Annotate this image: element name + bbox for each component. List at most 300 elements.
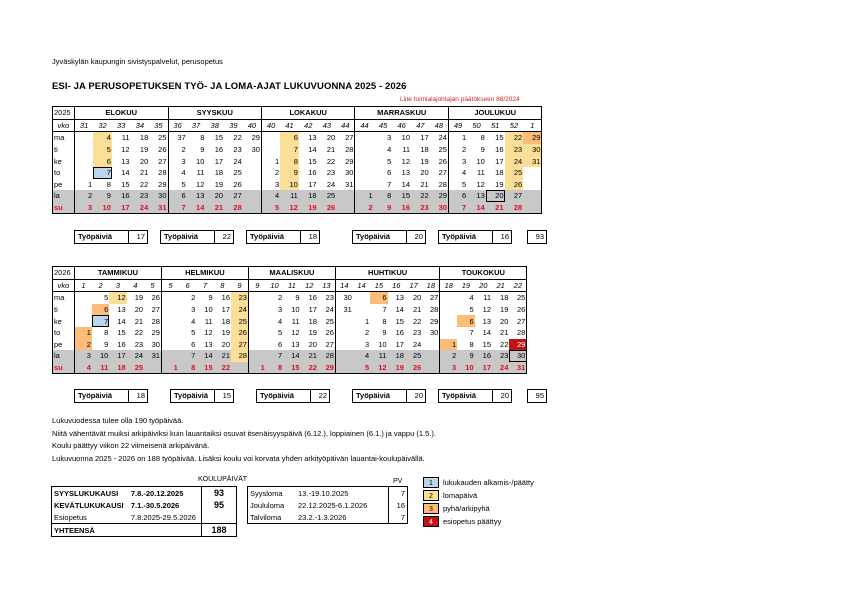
calendar-day: 6 — [457, 315, 474, 327]
calendar-day: 19 — [500, 305, 509, 315]
month-name: LOKAKUU — [261, 107, 354, 120]
calendar-day: 6 — [93, 155, 112, 167]
week-number: 4 — [127, 279, 144, 292]
calendar-day: 31 — [345, 179, 354, 189]
calendar-day — [440, 327, 457, 339]
calendar-day: 21 — [486, 202, 505, 214]
calendar-day: 18 — [109, 362, 126, 374]
calendar-day — [161, 304, 178, 316]
calendar-day: 11 — [121, 133, 130, 143]
legend-item — [423, 515, 534, 528]
calendar-day — [440, 304, 457, 316]
calendar-day: 9 — [374, 202, 393, 214]
calendar-day: 23 — [411, 202, 430, 214]
calendar-day — [355, 179, 374, 191]
calendar-day — [161, 339, 178, 351]
calendar-day — [523, 179, 542, 191]
calendar-day: 29 — [523, 132, 542, 144]
legend-item — [423, 502, 534, 515]
calendar-day — [243, 190, 262, 202]
calendar-day: 7 — [382, 305, 387, 315]
summary-value — [202, 511, 237, 524]
calendar-day: 14 — [308, 145, 317, 155]
summary-value: 95 — [202, 499, 237, 511]
calendar-day: 20 — [486, 190, 505, 202]
legend-text: lukukauden alkamis-/päätty — [443, 478, 534, 487]
week-number: 17 — [405, 279, 422, 292]
calendar-day: 8 — [104, 328, 109, 338]
calendar-day: 21 — [134, 316, 144, 326]
weekday-label: pe — [53, 179, 75, 191]
calendar-day: 17 — [495, 156, 504, 166]
calendar-day: 24 — [505, 155, 524, 167]
calendar-day — [261, 132, 280, 144]
calendar-day: 2 — [440, 350, 457, 362]
calendar-day: 20 — [420, 168, 429, 178]
week-number: 49 — [448, 119, 467, 132]
calendar-day: 21 — [420, 179, 429, 189]
calendar-day: 25 — [505, 167, 524, 179]
calendar-day — [248, 327, 265, 339]
calendar-day: 19 — [221, 328, 231, 338]
calendar-day: 14 — [482, 328, 491, 338]
calendar-day: 29 — [318, 362, 335, 374]
calendar-day: 15 — [121, 179, 130, 189]
calendar-day: 16 — [475, 350, 492, 362]
workdays-label: Työpäiviä — [353, 390, 407, 402]
calendar-day: 16 — [117, 339, 126, 349]
calendar-day: 3 — [387, 133, 392, 143]
week-number: 16 — [388, 279, 405, 292]
calendar-day: 19 — [420, 156, 429, 166]
week-number: 9 — [231, 279, 248, 292]
calendar-day: 29 — [151, 328, 160, 338]
decision-note: Liite toimialajohtajan päätökseen 88/2024 — [400, 96, 520, 103]
calendar-day: 25 — [405, 350, 422, 362]
calendar-day: 14 — [187, 202, 206, 214]
calendar-day: 31 — [509, 362, 526, 374]
calendar-day: 23 — [413, 328, 422, 338]
week-number: 33 — [112, 119, 131, 132]
calendar-day: 16 — [495, 145, 504, 155]
week-number: 15 — [370, 279, 387, 292]
week-number: 20 — [475, 279, 492, 292]
workdays-box — [246, 230, 320, 244]
calendar-day: 25 — [509, 292, 526, 304]
week-number: 5 — [144, 279, 161, 292]
summary-range — [129, 524, 202, 537]
calendar-day: 5 — [261, 202, 280, 214]
calendar-day: 16 — [395, 328, 404, 338]
week-number: 22 — [509, 279, 526, 292]
calendar-day — [335, 339, 352, 351]
workdays-value: 22 — [222, 232, 231, 241]
calendar-day: 2 — [261, 167, 280, 179]
calendar-day: 2 — [355, 202, 374, 214]
calendar-day: 4 — [191, 316, 196, 326]
calendar-day: 7 — [168, 202, 187, 214]
calendar-day: 11 — [477, 168, 485, 178]
week-number: 50 — [467, 119, 486, 132]
calendar-day: 7 — [179, 350, 196, 362]
calendar-day — [75, 304, 92, 316]
calendar-day — [353, 304, 370, 316]
workdays-label: Työpäiviä — [247, 231, 301, 243]
week-number-row — [53, 279, 527, 292]
calendar-day: 16 — [308, 293, 317, 303]
calendar-day: 17 — [109, 350, 126, 362]
calendar-day: 21 — [500, 328, 509, 338]
calendar-day: 17 — [475, 362, 492, 374]
calendar-day: 8 — [179, 362, 196, 374]
weekday-label: ti — [53, 304, 75, 316]
calendar-day: 17 — [221, 305, 231, 315]
month-name: MAALISKUU — [248, 267, 335, 280]
workdays-value: 15 — [222, 391, 231, 400]
calendar-day: 29 — [158, 179, 167, 189]
calendar-day: 28 — [318, 350, 335, 362]
week-number: 1 — [75, 279, 92, 292]
week-number: 3 — [109, 279, 126, 292]
calendar-day: 5 — [278, 328, 283, 338]
calendar-day: 13 — [308, 133, 317, 143]
workdays-value: 20 — [500, 391, 509, 400]
workdays-box — [352, 230, 426, 244]
week-number: 37 — [187, 119, 206, 132]
holiday-pv: 7 — [389, 487, 408, 500]
summary-range: 7.8.-20.12.2025 — [130, 488, 184, 498]
calendar-day: 9 — [93, 190, 112, 202]
calendar-day: 12 — [109, 292, 126, 304]
week-number: 46 — [392, 119, 411, 132]
calendar-day: 27 — [151, 305, 160, 315]
week-number-row — [53, 119, 542, 132]
spring-calendar — [52, 266, 527, 374]
calendar-day: 8 — [200, 133, 205, 143]
workdays-label: Työpäiviä — [439, 231, 493, 243]
workdays-box — [160, 230, 234, 244]
workdays-box — [170, 389, 234, 403]
calendar-day: 30 — [429, 328, 439, 338]
pv-header: PV — [393, 478, 403, 485]
calendar-day: 7 — [280, 144, 299, 156]
calendar-day — [523, 190, 542, 202]
calendar-day: 11 — [370, 350, 387, 362]
calendar-day: 27 — [438, 168, 447, 178]
calendar-day: 5 — [448, 179, 467, 191]
calendar-day: 24 — [438, 133, 447, 143]
calendar-day: 1 — [248, 362, 265, 374]
calendar-day — [261, 144, 280, 156]
calendar-day — [422, 362, 439, 374]
legend-text: pyhä/arkipyhä — [443, 504, 490, 513]
calendar-day: 15 — [482, 339, 491, 349]
calendar-day: 22 — [413, 316, 422, 326]
calendar-day — [355, 167, 374, 179]
week-number: 39 — [224, 119, 243, 132]
calendar-day: 23 — [492, 350, 509, 362]
workdays-box — [438, 230, 512, 244]
calendar-day: 6 — [168, 190, 187, 202]
holiday-row — [248, 499, 408, 511]
day-row-pe — [53, 179, 542, 191]
workdays-box — [352, 389, 426, 403]
calendar-day: 23 — [326, 168, 336, 178]
week-number: 45 — [374, 119, 393, 132]
calendar-day: 23 — [233, 145, 242, 155]
calendar-day: 1 — [75, 179, 94, 191]
calendar-day: 24 — [492, 362, 509, 374]
calendar-day: 12 — [196, 179, 205, 189]
calendar-day: 28 — [509, 327, 526, 339]
koulupaivat-header: KOULUPÄIVÄT — [198, 476, 248, 483]
calendar-day: 9 — [480, 145, 485, 155]
calendar-day: 7 — [92, 315, 109, 327]
calendar-day: 16 — [392, 202, 411, 214]
week-number: 44 — [355, 119, 374, 132]
week-number: 14 — [335, 279, 352, 292]
calendar-day: 8 — [480, 133, 485, 143]
day-row-ti — [53, 304, 527, 316]
month-name: MARRASKUU — [355, 107, 449, 120]
calendar-day: 30 — [523, 144, 542, 156]
calendar-day: 4 — [387, 145, 392, 155]
calendar-day: 25 — [158, 133, 167, 143]
week-number: 13 — [318, 279, 335, 292]
calendar-day: 12 — [280, 202, 299, 214]
calendar-day: 18 — [388, 350, 405, 362]
week-number: 34 — [131, 119, 150, 132]
weekday-label: ke — [53, 315, 75, 327]
calendar-day: 22 — [500, 339, 509, 349]
calendar-day: 20 — [308, 339, 317, 349]
calendar-day: 15 — [214, 133, 224, 143]
workdays-value: 20 — [414, 391, 423, 400]
calendar-day: 23 — [134, 339, 144, 349]
summary-value: 188 — [202, 524, 237, 537]
calendar-day — [440, 315, 457, 327]
calendar-day: 4 — [469, 293, 474, 303]
workdays-label: Työpäiviä — [439, 390, 493, 402]
calendar-day: 3 — [168, 155, 187, 167]
week-number: 11 — [283, 279, 300, 292]
calendar-day: 8 — [469, 339, 474, 349]
calendar-day: 19 — [388, 362, 405, 374]
legend-swatch: 3 — [423, 503, 439, 514]
month-name: ELOKUU — [75, 107, 169, 120]
calendar-day: 26 — [233, 179, 242, 189]
workdays-label: Työpäiviä — [75, 231, 129, 243]
calendar-day: 29 — [251, 133, 260, 143]
calendar-day — [161, 315, 178, 327]
calendar-day: 26 — [325, 328, 334, 338]
summary-name: SYYSLUKUKAUSI — [54, 488, 119, 498]
calendar-day: 22 — [134, 328, 144, 338]
calendar-day: 31 — [149, 202, 168, 214]
calendar-day: 9 — [280, 167, 299, 179]
workdays-value: 18 — [308, 232, 317, 241]
calendar-day: 23 — [231, 292, 248, 304]
calendar-day: 25 — [318, 190, 337, 202]
calendar-day — [248, 350, 265, 362]
calendar-day — [75, 144, 94, 156]
calendar-day: 7 — [266, 350, 283, 362]
calendar-day — [335, 315, 352, 327]
calendar-day: 28 — [224, 202, 243, 214]
calendar-day: 28 — [429, 305, 439, 315]
calendar-day: 20 — [500, 316, 509, 326]
calendar-day: 9 — [104, 339, 109, 349]
week-number: 5 — [161, 279, 178, 292]
day-row-ma — [53, 292, 527, 304]
weekday-label: su — [53, 202, 75, 214]
calendar-day: 24 — [325, 305, 334, 315]
calendar-day: 25 — [127, 362, 144, 374]
calendar-day: 8 — [106, 179, 111, 189]
calendar-day: 13 — [482, 316, 491, 326]
calendar-day: 10 — [378, 339, 387, 349]
month-name: TOUKOKUU — [440, 267, 527, 280]
calendar-day: 29 — [509, 339, 526, 351]
workdays-value: 17 — [136, 232, 145, 241]
calendar-day — [248, 315, 265, 327]
week-number: 12 — [301, 279, 318, 292]
calendar-day: 3 — [278, 305, 283, 315]
calendar-day: 5 — [168, 179, 187, 191]
note-line: Lukuvuodessa tulee olla 190 työpäivää. — [52, 416, 184, 425]
calendar-day: 9 — [457, 350, 474, 362]
day-row-la — [53, 350, 527, 362]
calendar-day: 1 — [355, 190, 374, 202]
week-number: 51 — [486, 119, 505, 132]
calendar-day: 17 — [308, 179, 317, 189]
calendar-day: 18 — [214, 168, 224, 178]
calendar-day: 13 — [204, 339, 213, 349]
day-row-to — [53, 327, 527, 339]
month-header-row — [53, 107, 542, 120]
calendar-day: 31 — [523, 155, 542, 167]
calendar-day: 11 — [204, 316, 213, 326]
calendar-day: 22 — [505, 132, 524, 144]
month-name: HUHTIKUU — [335, 267, 439, 280]
calendar-day — [422, 350, 439, 362]
calendar-day: 28 — [438, 179, 447, 189]
calendar-day: 6 — [387, 168, 392, 178]
calendar-day: 3 — [75, 350, 92, 362]
calendar-day: 20 — [221, 339, 231, 349]
calendar-day: 27 — [224, 190, 243, 202]
week-number: 41 — [280, 119, 299, 132]
week-label: vko — [53, 279, 75, 292]
calendar-day: 7 — [469, 328, 474, 338]
calendar-day: 2 — [191, 293, 196, 303]
workdays-box — [74, 389, 148, 403]
calendar-day: 6 — [280, 132, 299, 144]
calendar-day: 20 — [134, 305, 144, 315]
calendar-day: 3 — [191, 305, 196, 315]
calendar-day — [231, 362, 248, 374]
week-number: 18 — [422, 279, 439, 292]
calendar-day — [248, 292, 265, 304]
weekday-label: ke — [53, 155, 75, 167]
workdays-label: Työpäiviä — [161, 231, 215, 243]
calendar-day: 27 — [429, 293, 439, 303]
holiday-pv: 16 — [389, 499, 408, 511]
calendar-day: 2 — [365, 328, 370, 338]
calendar-day: 27 — [158, 156, 167, 166]
calendar-day — [335, 327, 352, 339]
calendar-day — [243, 155, 262, 167]
weekday-label: su — [53, 362, 75, 374]
calendar-day: 30 — [345, 168, 354, 178]
calendar-day: 18 — [495, 168, 504, 178]
calendar-day: 19 — [139, 145, 149, 155]
calendar-day — [523, 167, 542, 179]
weekday-label: la — [53, 350, 75, 362]
calendar-day — [243, 202, 262, 214]
calendar-day: 10 — [196, 156, 205, 166]
calendar-day: 8 — [382, 316, 387, 326]
calendar-day: 4 — [93, 132, 112, 144]
calendar-day: 28 — [505, 202, 524, 214]
calendar-day: 11 — [280, 190, 299, 202]
calendar-day: 18 — [139, 133, 149, 143]
calendar-day — [355, 144, 374, 156]
calendar-day: 18 — [308, 316, 317, 326]
workdays-value: 22 — [318, 391, 327, 400]
calendar-day: 13 — [187, 190, 206, 202]
summary-name: KEVÄTLUKUKAUSI — [54, 500, 124, 510]
calendar-day: 16 — [112, 190, 131, 202]
week-number: 19 — [457, 279, 474, 292]
calendar-day: 5 — [104, 293, 109, 303]
calendar-day: 23 — [131, 190, 150, 202]
calendar-day: 7 — [448, 202, 467, 214]
calendar-day: 26 — [231, 327, 248, 339]
calendar-day: 22 — [139, 179, 149, 189]
calendar-day: 24 — [231, 304, 248, 316]
calendar-day: 11 — [291, 316, 300, 326]
week-number: 31 — [75, 119, 94, 132]
calendar-day — [353, 292, 370, 304]
week-number: 36 — [168, 119, 187, 132]
week-number: 43 — [318, 119, 337, 132]
calendar-day: 12 — [291, 328, 300, 338]
calendar-day: 2 — [168, 144, 187, 156]
calendar-day: 10 — [280, 179, 299, 191]
calendar-day: 25 — [231, 315, 248, 327]
calendar-day — [336, 190, 355, 202]
calendar-day: 27 — [325, 339, 334, 349]
calendar-day: 23 — [505, 144, 524, 156]
document-title: ESI- JA PERUSOPETUKSEN TYÖ- JA LOMA-AJAT LUKUVUONNA 2025 - 2026 — [52, 81, 407, 92]
calendar-day: 6 — [370, 292, 387, 304]
calendar-day: 4 — [353, 350, 370, 362]
day-row-ke — [53, 155, 542, 167]
calendar-day: 22 — [411, 190, 430, 202]
calendar-day: 1 — [365, 316, 370, 326]
calendar-day: 20 — [139, 156, 149, 166]
calendar-day: 22 — [301, 362, 318, 374]
calendar-day — [335, 350, 352, 362]
calendar-day: 30 — [509, 350, 526, 362]
calendar-day: 7 — [93, 167, 112, 179]
calendar-day: 5 — [469, 305, 474, 315]
calendar-day: 12 — [204, 328, 213, 338]
calendar-day: 25 — [325, 316, 334, 326]
calendar-day: 16 — [221, 293, 231, 303]
calendar-day: 11 — [196, 168, 205, 178]
